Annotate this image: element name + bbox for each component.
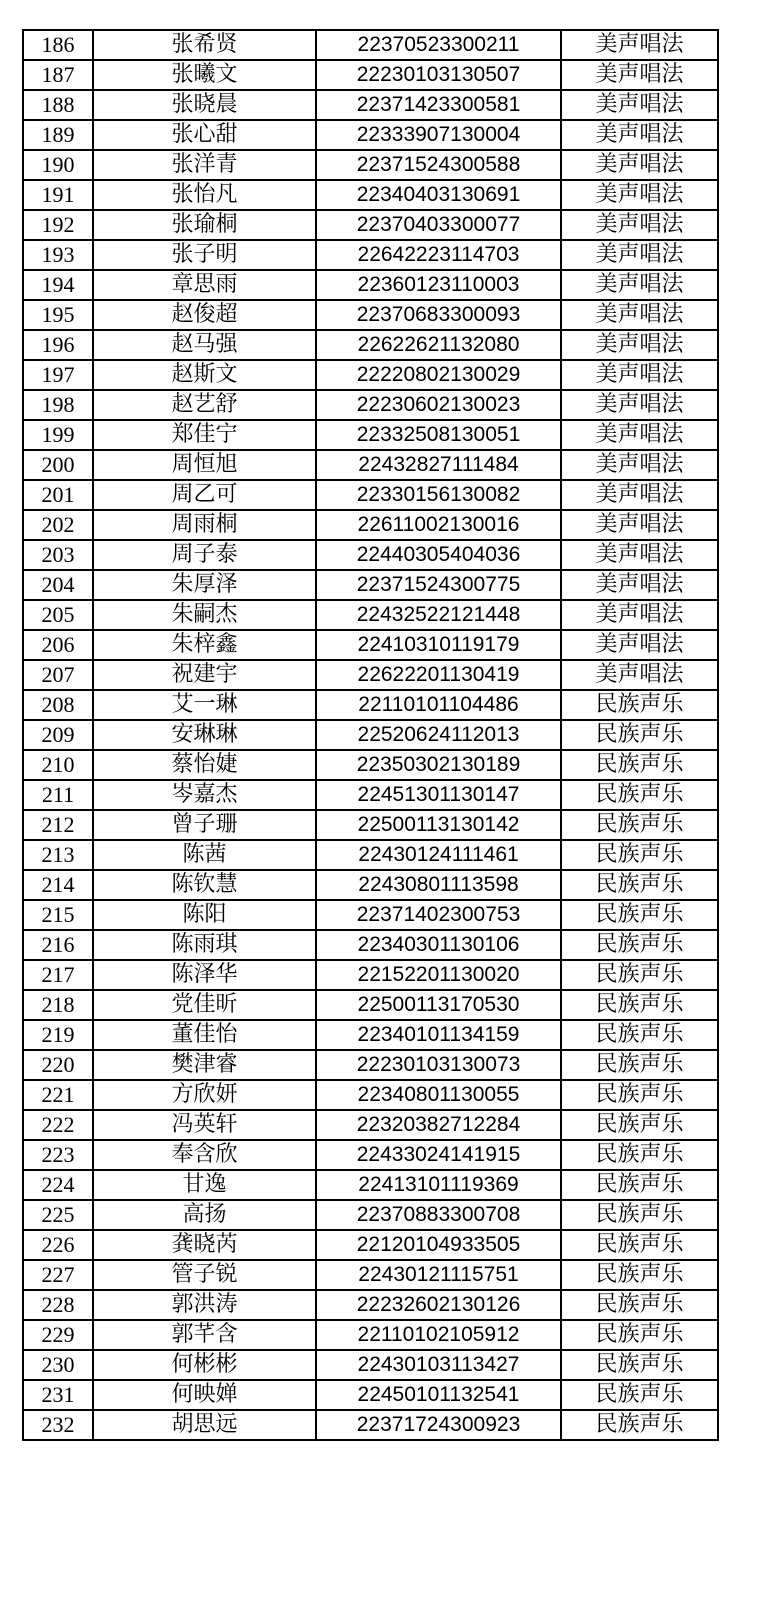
table-row xyxy=(23,1230,718,1260)
table-row xyxy=(23,1350,718,1380)
student-roster-sheet xyxy=(22,29,717,1441)
exam-id: 22371423300581 xyxy=(316,90,561,120)
student-name: 樊津睿 xyxy=(93,1050,316,1080)
row-number: 209 xyxy=(23,720,93,750)
exam-id: 22440305404036 xyxy=(316,540,561,570)
table-row xyxy=(23,1320,718,1350)
exam-id: 22432827111484 xyxy=(316,450,561,480)
table-row xyxy=(23,390,718,420)
exam-id: 22410310119179 xyxy=(316,630,561,660)
table-row xyxy=(23,660,718,690)
exam-id: 22332508130051 xyxy=(316,420,561,450)
student-name: 方欣妍 xyxy=(93,1080,316,1110)
row-number: 202 xyxy=(23,510,93,540)
major: 美声唱法 xyxy=(561,180,718,210)
row-number: 225 xyxy=(23,1200,93,1230)
major: 美声唱法 xyxy=(561,630,718,660)
table-row xyxy=(23,450,718,480)
table-row xyxy=(23,420,718,450)
exam-id: 22622201130419 xyxy=(316,660,561,690)
row-number: 219 xyxy=(23,1020,93,1050)
major: 美声唱法 xyxy=(561,300,718,330)
student-name: 周恒旭 xyxy=(93,450,316,480)
student-name: 张洋青 xyxy=(93,150,316,180)
row-number: 212 xyxy=(23,810,93,840)
exam-id: 22450101132541 xyxy=(316,1380,561,1410)
student-name: 朱梓鑫 xyxy=(93,630,316,660)
row-number: 193 xyxy=(23,240,93,270)
major: 民族声乐 xyxy=(561,1410,718,1440)
student-name: 周子泰 xyxy=(93,540,316,570)
row-number: 196 xyxy=(23,330,93,360)
table-row xyxy=(23,300,718,330)
row-number: 224 xyxy=(23,1170,93,1200)
major: 民族声乐 xyxy=(561,960,718,990)
table-row xyxy=(23,1170,718,1200)
student-name: 甘逸 xyxy=(93,1170,316,1200)
exam-id: 22642223114703 xyxy=(316,240,561,270)
row-number: 192 xyxy=(23,210,93,240)
major: 民族声乐 xyxy=(561,1320,718,1350)
table-row xyxy=(23,150,718,180)
major: 美声唱法 xyxy=(561,120,718,150)
student-name: 陈阳 xyxy=(93,900,316,930)
table-row xyxy=(23,540,718,570)
student-name: 张曦文 xyxy=(93,60,316,90)
table-row xyxy=(23,1410,718,1440)
exam-id: 22371524300775 xyxy=(316,570,561,600)
major: 美声唱法 xyxy=(561,210,718,240)
row-number: 221 xyxy=(23,1080,93,1110)
table-row xyxy=(23,900,718,930)
row-number: 204 xyxy=(23,570,93,600)
row-number: 200 xyxy=(23,450,93,480)
student-name: 岑嘉杰 xyxy=(93,780,316,810)
row-number: 228 xyxy=(23,1290,93,1320)
row-number: 187 xyxy=(23,60,93,90)
row-number: 206 xyxy=(23,630,93,660)
row-number: 218 xyxy=(23,990,93,1020)
student-name: 曾子珊 xyxy=(93,810,316,840)
table-row xyxy=(23,1260,718,1290)
row-number: 214 xyxy=(23,870,93,900)
exam-id: 22520624112013 xyxy=(316,720,561,750)
table-row xyxy=(23,1140,718,1170)
exam-id: 22340101134159 xyxy=(316,1020,561,1050)
student-name: 张子明 xyxy=(93,240,316,270)
table-row xyxy=(23,1050,718,1080)
student-name: 郑佳宁 xyxy=(93,420,316,450)
major: 美声唱法 xyxy=(561,240,718,270)
student-roster-table xyxy=(22,29,719,1441)
table-row xyxy=(23,630,718,660)
row-number: 208 xyxy=(23,690,93,720)
exam-id: 22430103113427 xyxy=(316,1350,561,1380)
exam-id: 22371724300923 xyxy=(316,1410,561,1440)
major: 美声唱法 xyxy=(561,330,718,360)
table-row xyxy=(23,690,718,720)
row-number: 215 xyxy=(23,900,93,930)
student-name: 安琳琳 xyxy=(93,720,316,750)
row-number: 216 xyxy=(23,930,93,960)
student-name: 赵斯文 xyxy=(93,360,316,390)
row-number: 198 xyxy=(23,390,93,420)
major: 民族声乐 xyxy=(561,1290,718,1320)
major: 美声唱法 xyxy=(561,60,718,90)
table-row xyxy=(23,870,718,900)
table-row xyxy=(23,1200,718,1230)
major: 美声唱法 xyxy=(561,360,718,390)
row-number: 217 xyxy=(23,960,93,990)
exam-id: 22340801130055 xyxy=(316,1080,561,1110)
exam-id: 22370523300211 xyxy=(316,30,561,60)
table-row xyxy=(23,930,718,960)
exam-id: 22622621132080 xyxy=(316,330,561,360)
table-row xyxy=(23,810,718,840)
table-row xyxy=(23,360,718,390)
row-number: 205 xyxy=(23,600,93,630)
row-number: 201 xyxy=(23,480,93,510)
row-number: 199 xyxy=(23,420,93,450)
student-name: 张心甜 xyxy=(93,120,316,150)
row-number: 226 xyxy=(23,1230,93,1260)
major: 民族声乐 xyxy=(561,780,718,810)
exam-id: 22152201130020 xyxy=(316,960,561,990)
exam-id: 22230103130507 xyxy=(316,60,561,90)
table-row xyxy=(23,510,718,540)
student-name: 董佳怡 xyxy=(93,1020,316,1050)
row-number: 186 xyxy=(23,30,93,60)
major: 美声唱法 xyxy=(561,510,718,540)
row-number: 189 xyxy=(23,120,93,150)
exam-id: 22451301130147 xyxy=(316,780,561,810)
exam-id: 22370683300093 xyxy=(316,300,561,330)
major: 民族声乐 xyxy=(561,990,718,1020)
row-number: 188 xyxy=(23,90,93,120)
major: 民族声乐 xyxy=(561,1230,718,1260)
table-row xyxy=(23,30,718,60)
table-row xyxy=(23,240,718,270)
row-number: 190 xyxy=(23,150,93,180)
table-row xyxy=(23,270,718,300)
table-row xyxy=(23,120,718,150)
student-name: 何映婵 xyxy=(93,1380,316,1410)
table-row xyxy=(23,840,718,870)
major: 民族声乐 xyxy=(561,1170,718,1200)
major: 民族声乐 xyxy=(561,690,718,720)
row-number: 210 xyxy=(23,750,93,780)
exam-id: 22371402300753 xyxy=(316,900,561,930)
student-name: 陈钦慧 xyxy=(93,870,316,900)
table-row xyxy=(23,330,718,360)
exam-id: 22432522121448 xyxy=(316,600,561,630)
student-name: 赵艺舒 xyxy=(93,390,316,420)
table-row xyxy=(23,1020,718,1050)
table-row xyxy=(23,1380,718,1410)
exam-id: 22230602130023 xyxy=(316,390,561,420)
student-name: 何彬彬 xyxy=(93,1350,316,1380)
student-name: 周雨桐 xyxy=(93,510,316,540)
exam-id: 22430124111461 xyxy=(316,840,561,870)
major: 美声唱法 xyxy=(561,30,718,60)
table-row xyxy=(23,600,718,630)
row-number: 220 xyxy=(23,1050,93,1080)
row-number: 195 xyxy=(23,300,93,330)
exam-id: 22433024141915 xyxy=(316,1140,561,1170)
major: 美声唱法 xyxy=(561,600,718,630)
major: 民族声乐 xyxy=(561,900,718,930)
exam-id: 22333907130004 xyxy=(316,120,561,150)
exam-id: 22430801113598 xyxy=(316,870,561,900)
table-row xyxy=(23,990,718,1020)
major: 美声唱法 xyxy=(561,270,718,300)
exam-id: 22220802130029 xyxy=(316,360,561,390)
table-row xyxy=(23,480,718,510)
exam-id: 22430121115751 xyxy=(316,1260,561,1290)
exam-id: 22230103130073 xyxy=(316,1050,561,1080)
major: 民族声乐 xyxy=(561,1140,718,1170)
student-name: 艾一琳 xyxy=(93,690,316,720)
student-name: 张希贤 xyxy=(93,30,316,60)
row-number: 197 xyxy=(23,360,93,390)
major: 民族声乐 xyxy=(561,840,718,870)
table-row xyxy=(23,1290,718,1320)
exam-id: 22370883300708 xyxy=(316,1200,561,1230)
table-row xyxy=(23,750,718,780)
student-name: 郭芊含 xyxy=(93,1320,316,1350)
exam-id: 22120104933505 xyxy=(316,1230,561,1260)
exam-id: 22350302130189 xyxy=(316,750,561,780)
major: 美声唱法 xyxy=(561,420,718,450)
major: 美声唱法 xyxy=(561,150,718,180)
major: 民族声乐 xyxy=(561,1350,718,1380)
major: 民族声乐 xyxy=(561,750,718,780)
exam-id: 22500113130142 xyxy=(316,810,561,840)
major: 民族声乐 xyxy=(561,1200,718,1230)
major: 美声唱法 xyxy=(561,570,718,600)
table-row xyxy=(23,90,718,120)
row-number: 207 xyxy=(23,660,93,690)
roster-body xyxy=(23,30,718,1440)
student-name: 龚晓芮 xyxy=(93,1230,316,1260)
student-name: 张怡凡 xyxy=(93,180,316,210)
table-row xyxy=(23,180,718,210)
major: 民族声乐 xyxy=(561,870,718,900)
major: 美声唱法 xyxy=(561,90,718,120)
exam-id: 22500113170530 xyxy=(316,990,561,1020)
major: 民族声乐 xyxy=(561,1110,718,1140)
student-name: 郭洪涛 xyxy=(93,1290,316,1320)
table-row xyxy=(23,960,718,990)
table-row xyxy=(23,210,718,240)
student-name: 张瑜桐 xyxy=(93,210,316,240)
student-name: 党佳昕 xyxy=(93,990,316,1020)
major: 美声唱法 xyxy=(561,390,718,420)
exam-id: 22110102105912 xyxy=(316,1320,561,1350)
table-row xyxy=(23,60,718,90)
row-number: 203 xyxy=(23,540,93,570)
major: 民族声乐 xyxy=(561,1380,718,1410)
major: 美声唱法 xyxy=(561,660,718,690)
student-name: 冯英轩 xyxy=(93,1110,316,1140)
row-number: 211 xyxy=(23,780,93,810)
row-number: 194 xyxy=(23,270,93,300)
major: 民族声乐 xyxy=(561,1260,718,1290)
table-row xyxy=(23,720,718,750)
row-number: 230 xyxy=(23,1350,93,1380)
exam-id: 22110101104486 xyxy=(316,690,561,720)
table-row xyxy=(23,780,718,810)
major: 民族声乐 xyxy=(561,1050,718,1080)
major: 美声唱法 xyxy=(561,480,718,510)
student-name: 陈茜 xyxy=(93,840,316,870)
table-row xyxy=(23,1110,718,1140)
row-number: 229 xyxy=(23,1320,93,1350)
major: 民族声乐 xyxy=(561,1080,718,1110)
major: 民族声乐 xyxy=(561,930,718,960)
exam-id: 22413101119369 xyxy=(316,1170,561,1200)
major: 民族声乐 xyxy=(561,720,718,750)
exam-id: 22371524300588 xyxy=(316,150,561,180)
exam-id: 22330156130082 xyxy=(316,480,561,510)
row-number: 227 xyxy=(23,1260,93,1290)
student-name: 胡思远 xyxy=(93,1410,316,1440)
student-name: 奉含欣 xyxy=(93,1140,316,1170)
exam-id: 22340301130106 xyxy=(316,930,561,960)
student-name: 章思雨 xyxy=(93,270,316,300)
exam-id: 22360123110003 xyxy=(316,270,561,300)
student-name: 陈雨琪 xyxy=(93,930,316,960)
table-row xyxy=(23,570,718,600)
student-name: 赵马强 xyxy=(93,330,316,360)
row-number: 231 xyxy=(23,1380,93,1410)
student-name: 赵俊超 xyxy=(93,300,316,330)
row-number: 191 xyxy=(23,180,93,210)
row-number: 213 xyxy=(23,840,93,870)
student-name: 陈泽华 xyxy=(93,960,316,990)
student-name: 管子锐 xyxy=(93,1260,316,1290)
exam-id: 22611002130016 xyxy=(316,510,561,540)
major: 美声唱法 xyxy=(561,540,718,570)
student-name: 蔡怡婕 xyxy=(93,750,316,780)
major: 美声唱法 xyxy=(561,450,718,480)
student-name: 张晓晨 xyxy=(93,90,316,120)
student-name: 朱厚泽 xyxy=(93,570,316,600)
student-name: 祝建宇 xyxy=(93,660,316,690)
row-number: 223 xyxy=(23,1140,93,1170)
student-name: 朱嗣杰 xyxy=(93,600,316,630)
exam-id: 22370403300077 xyxy=(316,210,561,240)
row-number: 232 xyxy=(23,1410,93,1440)
exam-id: 22232602130126 xyxy=(316,1290,561,1320)
student-name: 周乙可 xyxy=(93,480,316,510)
exam-id: 22340403130691 xyxy=(316,180,561,210)
exam-id: 22320382712284 xyxy=(316,1110,561,1140)
table-row xyxy=(23,1080,718,1110)
student-name: 高扬 xyxy=(93,1200,316,1230)
major: 民族声乐 xyxy=(561,810,718,840)
major: 民族声乐 xyxy=(561,1020,718,1050)
row-number: 222 xyxy=(23,1110,93,1140)
